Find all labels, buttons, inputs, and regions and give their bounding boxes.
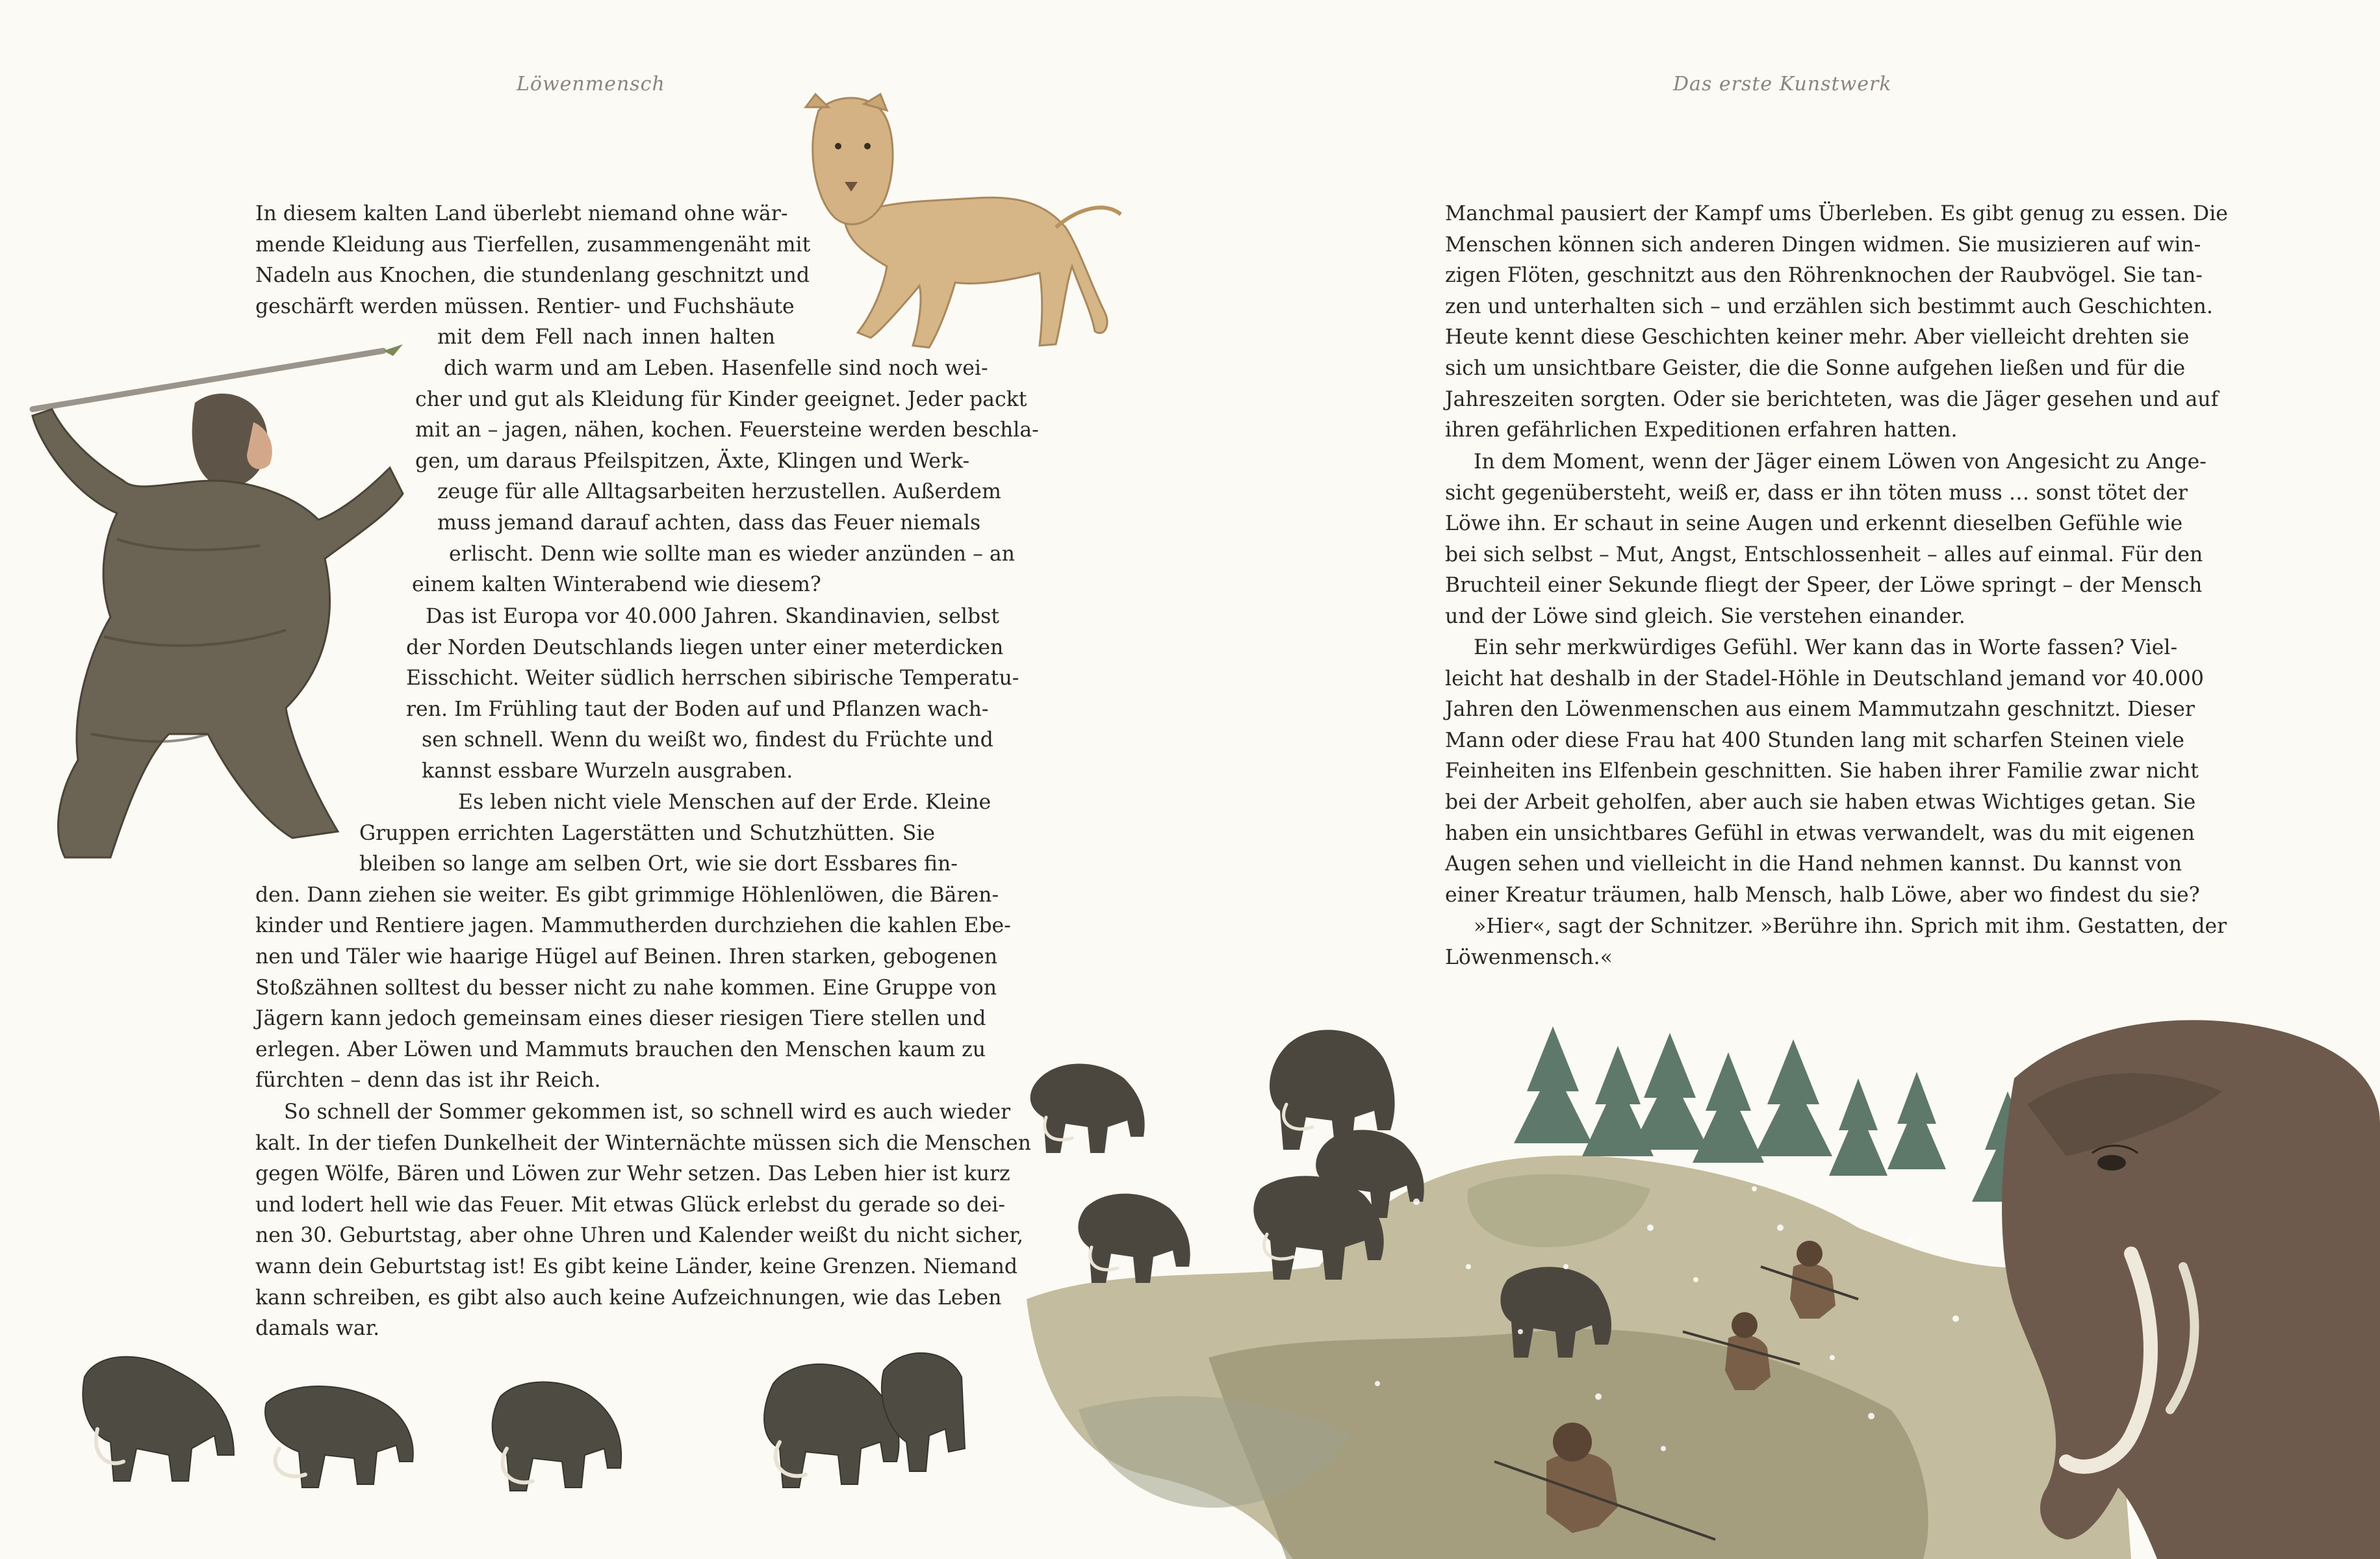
text-line: kann schreiben, es gibt also auch keine Aufzeichnungen, wie das Leben: [255, 1286, 1002, 1310]
left-paragraph-4: [255, 1097, 1031, 1345]
text-line: So schnell der Sommer gekommen ist, so schnell wird es auch wieder: [284, 1100, 1011, 1124]
text-line: Eisschicht. Weiter südlich herrschen sibirische Temperatu-: [406, 666, 1019, 691]
text-line: sich um unsichtbare Geister, die die Sonne aufgehen ließen und für die: [1445, 356, 2186, 380]
text-line: erlischt. Denn wie sollte man es wieder anzünden – an: [449, 542, 1015, 566]
text-line: gegen Wölfe, Bären und Löwen zur Wehr setzen. Das Leben hier ist kurz: [255, 1162, 1010, 1186]
text-line: zeuge für alle Alltagsarbeiten herzustellen. Außerdem: [437, 480, 1001, 504]
text-line: nen und Täler wie haarige Hügel auf Beinen. Ihren starken, gebogenen: [255, 944, 998, 969]
winter-hunt-landscape-illustration: [1014, 994, 2380, 1559]
text-line: damals war.: [255, 1317, 380, 1341]
text-line: »Hier«, sagt der Schnitzer. »Berühre ihn. Sprich mit ihm. Gestatten, der: [1474, 915, 2227, 938]
text-line: wann dein Geburtstag ist! Es gibt keine Länder, keine Grenzen. Niemand: [255, 1254, 1018, 1278]
hunter-with-spear-illustration: [13, 344, 416, 870]
text-line: Das ist Europa vor 40.000 Jahren. Skandinavien, selbst: [426, 605, 999, 628]
text-line: ren. Im Frühling taut der Boden auf und Pflanzen wach-: [406, 697, 989, 721]
text-line: nen 30. Geburtstag, aber ohne Uhren und Kalender weißt du nicht sicher,: [255, 1224, 1023, 1248]
text-line: bei sich selbst – Mut, Angst, Entschlossenheit – alles auf einmal. Für den: [1445, 542, 2203, 566]
text-line: Jägern kann jedoch gemeinsam eines dieser riesigen Tiere stellen und: [255, 1007, 986, 1031]
text-line: bei der Arbeit geholfen, aber auch sie haben etwas Wichtiges getan. Sie: [1445, 790, 2196, 814]
text-line: Feinheiten ins Elfenbein geschnitten. Sie haben ihrer Familie zwar nicht: [1445, 759, 2199, 783]
text-line: den. Dann ziehen sie weiter. Es gibt grimmige Höhlenlöwen, die Bären-: [255, 883, 999, 907]
text-line: Menschen können sich anderen Dingen widmen. Sie musizieren auf win-: [1445, 233, 2201, 257]
text-line: Es leben nicht viele Menschen auf der Erde. Kleine: [458, 791, 992, 814]
text-line: mit dem Fell nach innen halten: [437, 325, 775, 349]
text-line: kalt. In der tiefen Dunkelheit der Winternächte müssen sich die Menschen: [255, 1131, 1031, 1155]
text-line: erlegen. Aber Löwen und Mammuts brauchen den Menschen kaum zu: [255, 1037, 986, 1061]
text-line: Löwenmensch.«: [1445, 945, 1613, 969]
text-line: Jahren den Löwenmenschen aus einem Mammutzahn geschnitzt. Dieser: [1445, 698, 2195, 722]
text-line: und der Löwe sind gleich. Sie verstehen einander.: [1445, 604, 1965, 628]
mammoth-herd-left-illustration: [71, 1332, 968, 1527]
text-line: leicht hat deshalb in der Stadel-Höhle in Deutschland jemand vor 40.000: [1445, 666, 2204, 691]
text-line: Jahreszeiten sorgten. Oder sie berichteten, was die Jäger gesehen und auf: [1445, 387, 2219, 411]
text-line: zigen Flöten, geschnitzt aus den Röhrenknochen der Raubvögel. Sie tan-: [1445, 264, 2203, 288]
text-line: ihren gefährlichen Expeditionen erfahren hatten.: [1445, 418, 1958, 442]
text-line: Manchmal pausiert der Kampf ums Überleben. Es gibt genug zu essen. Die: [1445, 202, 2228, 225]
text-line: sicht gegenübersteht, weiß er, dass er ihn töten muss … sonst tötet der: [1445, 481, 2188, 505]
text-line: einem kalten Winterabend wie diesem?: [412, 573, 821, 597]
text-line: Stoßzähnen solltest du besser nicht zu nahe kommen. Eine Gruppe von: [255, 976, 997, 1000]
text-line: mende Kleidung aus Tierfellen, zusammengenäht mit: [255, 233, 811, 257]
text-line: Bruchteil einer Sekunde fliegt der Speer, der Löwe springt – der Mensch: [1445, 574, 2203, 598]
text-line: muss jemand darauf achten, dass das Feuer niemals: [437, 511, 981, 535]
running-head-left: Löwenmensch: [517, 73, 665, 95]
text-line: zen und unterhalten sich – und erzählen sich bestimmt auch Geschichten.: [1445, 294, 2213, 318]
text-line: geschärft werden müssen. Rentier- und Fuchshäute: [255, 294, 795, 318]
text-line: haben ein unsichtbares Gefühl in etwas verwandelt, was du mit eigenen: [1445, 821, 2195, 845]
text-line: Ein sehr merkwürdiges Gefühl. Wer kann das in Worte fassen? Viel-: [1474, 636, 2178, 659]
text-line: Gruppen errichten Lagerstätten und Schutzhütten. Sie: [359, 821, 935, 845]
text-line: fürchten – denn das ist ihr Reich.: [255, 1069, 601, 1093]
text-line: cher und gut als Kleidung für Kinder geeignet. Jeder packt: [415, 387, 1027, 411]
text-line: Löwe ihn. Er schaut in seine Augen und erkennt dieselben Gefühle wie: [1445, 512, 2183, 536]
text-line: In dem Moment, wenn der Jäger einem Löwen von Angesicht zu Ange-: [1474, 450, 2207, 474]
right-paragraph-3: [1445, 633, 2204, 911]
text-line: einer Kreatur träumen, halb Mensch, halb Löwe, aber wo findest du sie?: [1445, 883, 2200, 907]
text-line: dich warm und am Leben. Hasenfelle sind noch wei-: [444, 356, 988, 380]
text-line: In diesem kalten Land überlebt niemand ohne wär-: [255, 202, 788, 225]
text-line: und lodert hell wie das Feuer. Mit etwas Glück erlebst du gerade so dei-: [255, 1193, 1006, 1217]
text-line: bleiben so lange am selben Ort, wie sie dort Essbares fin-: [359, 852, 958, 876]
text-line: mit an – jagen, nähen, kochen. Feuersteine werden beschla-: [415, 418, 1039, 442]
text-line: kinder und Rentiere jagen. Mammutherden durchziehen die kahlen Ebe-: [255, 914, 1011, 938]
running-head-right: Das erste Kunstwerk: [1673, 73, 1892, 95]
lioness-illustration: [767, 91, 1131, 351]
text-line: gen, um daraus Pfeilspitzen, Äxte, Klingen und Werk-: [415, 449, 970, 473]
text-line: kannst essbare Wurzeln ausgraben.: [422, 759, 793, 783]
text-line: sen schnell. Wenn du weißt wo, findest du Früchte und: [422, 728, 993, 752]
right-paragraph-1: [1445, 199, 2228, 446]
text-line: der Norden Deutschlands liegen unter einer meterdicken: [406, 635, 1004, 659]
text-line: Nadeln aus Knochen, die stundenlang geschnitzt und: [255, 264, 810, 288]
right-paragraph-2: [1445, 447, 2207, 633]
text-line: Mann oder diese Frau hat 400 Stunden lang mit scharfen Steinen viele: [1445, 728, 2184, 752]
right-paragraph-4: [1445, 911, 2227, 973]
text-line: Heute kennt diese Geschichten keiner mehr. Aber vielleicht drehten sie: [1445, 325, 2190, 349]
text-line: Augen sehen und vielleicht in die Hand nehmen kannst. Du kannst von: [1445, 852, 2182, 876]
